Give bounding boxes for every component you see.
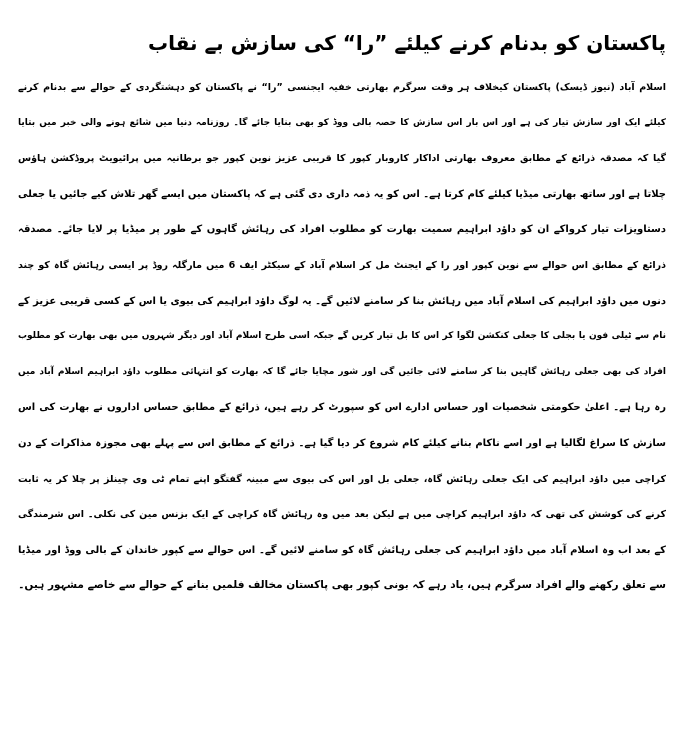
article-line: کیلئے ایک اور سازش تیار کی ہے اور اس بار اس سازش کا حصہ بالی ووڈ کو بھی بنایا جائے گا۔ روزنامہ دنیا میں شائع ہونے والی خبر میں بتایا bbox=[18, 117, 666, 128]
article-line: اسلام آباد (نیوز ڈیسک) پاکستان کیخلاف ہر وقت سرگرم بھارتی خفیہ ایجنسی ”را“ نے پاکستان کو دہشتگردی کے حوالے سے بدنام کرنے bbox=[18, 82, 666, 93]
news-article bbox=[18, 26, 666, 604]
article-line: افراد کی بھی جعلی رہائش گاہیں بنا کر سامنے لائی جائیں گی اور شور مچایا جائے گا کہ بھارت کو انتہائی مطلوب داؤد ابراہیم اسلام آباد میں bbox=[18, 366, 666, 377]
article-line: چلاتا ہے اور ساتھ بھارتی میڈیا کیلئے کام کرتا ہے۔ اس کو یہ ذمہ داری دی گئی ہے کہ پاکستان میں ایسے گھر تلاش کیے جائیں یا جعلی bbox=[18, 188, 666, 200]
article-line: ذرائع کے مطابق اس حوالے سے نوین کپور اور را کے ایجنٹ مل کر اسلام آباد کے سیکٹر ایف 6 میں مارگلہ روڈ پر ایسی رہائش گاہ کو چند bbox=[18, 259, 666, 271]
article-line: نام سے ٹیلی فون یا بجلی کا جعلی کنکشن لگوا کر اس کا بل تیار کریں گے جبکہ اسی طرح اسلام آباد اور دیگر شہروں میں بھی بھارت کو مطلوب bbox=[18, 331, 666, 342]
article-line: کے بعد اب وہ اسلام آباد میں داؤد ابراہیم کی جعلی رہائش گاہ کو سامنے لائیں گے۔ اس حوالے سے کپور خاندان کے بالی ووڈ اور میڈیا bbox=[18, 544, 666, 556]
article-line: دستاویزات تیار کرواکے ان کو داؤد ابراہیم سمیت بھارت کو مطلوب افراد کی رہائش گاہوں کے طور پر میڈیا پر لایا جائے۔ مصدقہ bbox=[18, 224, 666, 236]
article-line: سے تعلق رکھنے والے افراد سرگرم ہیں، یاد رہے کہ بونی کپور بھی پاکستان مخالف فلمیں بنانے کے حوالے سے خاصے مشہور ہیں۔ bbox=[18, 579, 666, 592]
article-headline: پاکستان کو بدنام کرنے کیلئے ”را“ کی سازش بے نقاب bbox=[147, 31, 666, 55]
article-body bbox=[18, 70, 666, 604]
article-line: گیا کہ مصدقہ ذرائع کے مطابق معروف بھارتی اداکار کاروبار کپور کا قریبی عزیز نوین کپور جو برطانیہ میں پرائیویٹ پروڈکشن ہاؤس bbox=[18, 153, 666, 165]
article-line: کرنے کی کوشش کی تھی کہ داؤد ابراہیم کراچی میں ہے لیکن بعد میں وہ رہائش گاہ کراچی کے ایک بزنس مین کی نکلی۔ اس شرمندگی bbox=[18, 509, 666, 521]
article-line: سازش کا سراغ لگالیا ہے اور اسے ناکام بنانے کیلئے کام شروع کر دیا گیا ہے۔ ذرائع کے مطابق اس سے پہلے بھی مجوزہ مذاکرات کے دن bbox=[18, 437, 666, 449]
article-line: دنوں میں داؤد ابراہیم کی اسلام آباد میں رہائش بنا کر سامنے لائیں گے۔ یہ لوگ داؤد ابراہیم کی بیوی یا اس کے کسی قریبی عزیز کے bbox=[18, 295, 666, 307]
article-line: کراچی میں داؤد ابراہیم کی ایک جعلی رہائش گاہ، جعلی بل اور اس کی بیوی سے مبینہ گفتگو اپنے تمام ٹی وی چینلز پر چلا کر یہ ثابت bbox=[18, 473, 666, 485]
article-line: رہ رہا ہے۔ اعلیٰ حکومتی شخصیات اور حساس ادارے اس کو سپورٹ کر رہے ہیں، ذرائع کے مطابق حساس اداروں نے بھارت کی اس bbox=[18, 402, 666, 414]
